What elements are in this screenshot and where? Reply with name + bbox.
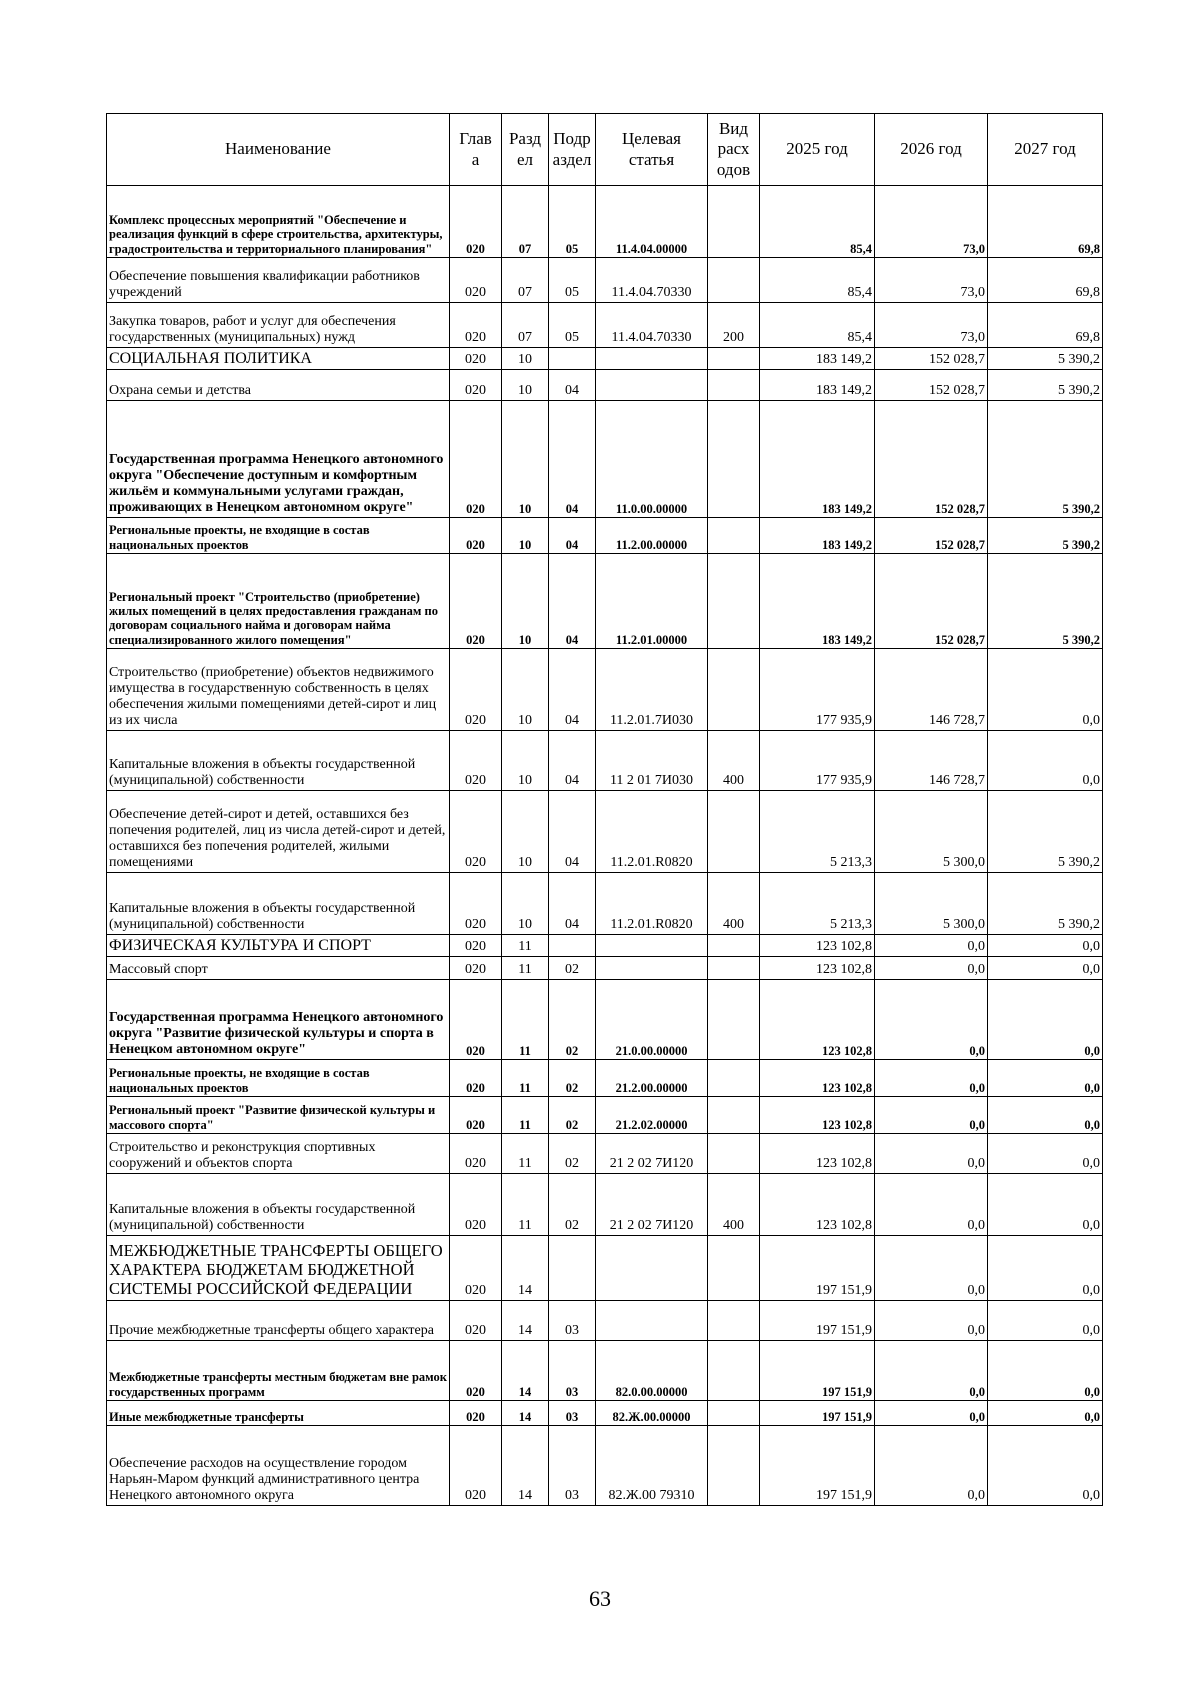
- cell-statya: 11.4.04.00000: [596, 186, 708, 258]
- header-vid: Вид расх одов: [708, 114, 760, 186]
- cell-2025: 123 102,8: [760, 935, 875, 957]
- cell-vid: [708, 957, 760, 980]
- header-podrazdel: Подр аздел: [549, 114, 596, 186]
- cell-statya: 11 2 01 7И030: [596, 731, 708, 791]
- cell-2025: 197 151,9: [760, 1401, 875, 1426]
- cell-razdel: 14: [502, 1426, 549, 1506]
- cell-2025: 183 149,2: [760, 370, 875, 401]
- cell-vid: [708, 370, 760, 401]
- cell-name: Государственная программа Ненецкого автономного округа "Развитие физической культуры и спорта в Ненецком автономном округе": [107, 980, 450, 1060]
- cell-vid: [708, 554, 760, 649]
- cell-glava: 020: [450, 649, 502, 731]
- cell-2025: 85,4: [760, 186, 875, 258]
- cell-2026: 0,0: [875, 1236, 988, 1301]
- header-2025: 2025 год: [760, 114, 875, 186]
- cell-2027: 0,0: [988, 935, 1103, 957]
- cell-2026: 0,0: [875, 1097, 988, 1134]
- cell-glava: 020: [450, 186, 502, 258]
- cell-name: Капитальные вложения в объекты государственной (муниципальной) собственности: [107, 873, 450, 935]
- cell-vid: 200: [708, 303, 760, 348]
- cell-vid: [708, 518, 760, 554]
- cell-glava: 020: [450, 370, 502, 401]
- cell-statya: [596, 370, 708, 401]
- cell-podrazdel: 02: [549, 957, 596, 980]
- cell-name: Государственная программа Ненецкого автономного округа "Обеспечение доступным и комфортным жильём и коммунальными услугами граждан, проживающих в Ненецком автономном округе": [107, 401, 450, 518]
- cell-statya: 11.4.04.70330: [596, 303, 708, 348]
- cell-2027: 5 390,2: [988, 348, 1103, 370]
- cell-2025: 123 102,8: [760, 957, 875, 980]
- cell-2027: 69,8: [988, 258, 1103, 303]
- cell-2027: 0,0: [988, 980, 1103, 1060]
- cell-statya: [596, 935, 708, 957]
- table-row: [107, 731, 1103, 791]
- cell-statya: 82.Ж.00 79310: [596, 1426, 708, 1506]
- cell-name: Региональный проект "Развитие физической культуры и массового спорта": [107, 1097, 450, 1134]
- cell-2025: 183 149,2: [760, 348, 875, 370]
- cell-glava: 020: [450, 731, 502, 791]
- cell-statya: 21.2.02.00000: [596, 1097, 708, 1134]
- cell-2027: 5 390,2: [988, 401, 1103, 518]
- table-row: [107, 370, 1103, 401]
- table-row: [107, 957, 1103, 980]
- cell-statya: [596, 957, 708, 980]
- cell-statya: 82.0.00.00000: [596, 1341, 708, 1401]
- cell-razdel: 10: [502, 518, 549, 554]
- cell-podrazdel: 03: [549, 1401, 596, 1426]
- cell-2027: 5 390,2: [988, 873, 1103, 935]
- cell-vid: [708, 1401, 760, 1426]
- cell-statya: 21.0.00.00000: [596, 980, 708, 1060]
- cell-statya: 21 2 02 7И120: [596, 1134, 708, 1174]
- cell-razdel: 14: [502, 1401, 549, 1426]
- cell-podrazdel: 02: [549, 1174, 596, 1236]
- cell-2025: 183 149,2: [760, 554, 875, 649]
- cell-podrazdel: 05: [549, 258, 596, 303]
- cell-2026: 146 728,7: [875, 649, 988, 731]
- cell-statya: 11.4.04.70330: [596, 258, 708, 303]
- cell-2026: 152 028,7: [875, 554, 988, 649]
- cell-podrazdel: 03: [549, 1341, 596, 1401]
- header-glava: Глав а: [450, 114, 502, 186]
- cell-name: Обеспечение детей-сирот и детей, оставшихся без попечения родителей, лиц из числа детей-сирот и детей, оставшихся без попечения родителей, жилыми помещениями: [107, 791, 450, 873]
- table-row: [107, 1134, 1103, 1174]
- table-row: [107, 258, 1103, 303]
- cell-2026: 0,0: [875, 1301, 988, 1341]
- table-row: [107, 1341, 1103, 1401]
- cell-2027: 0,0: [988, 1236, 1103, 1301]
- cell-podrazdel: 04: [549, 731, 596, 791]
- cell-podrazdel: 05: [549, 186, 596, 258]
- cell-2026: 5 300,0: [875, 791, 988, 873]
- cell-glava: 020: [450, 554, 502, 649]
- cell-2025: 5 213,3: [760, 791, 875, 873]
- header-2027: 2027 год: [988, 114, 1103, 186]
- cell-glava: 020: [450, 1060, 502, 1097]
- cell-statya: [596, 1301, 708, 1341]
- cell-razdel: 11: [502, 957, 549, 980]
- cell-2026: 73,0: [875, 186, 988, 258]
- cell-razdel: 14: [502, 1236, 549, 1301]
- table-row: [107, 1301, 1103, 1341]
- cell-name: Межбюджетные трансферты местным бюджетам вне рамок государственных программ: [107, 1341, 450, 1401]
- cell-2025: 85,4: [760, 303, 875, 348]
- header-statya: Целевая статья: [596, 114, 708, 186]
- cell-2027: 0,0: [988, 1301, 1103, 1341]
- table-row: [107, 401, 1103, 518]
- table-row: [107, 1401, 1103, 1426]
- header-razdel: Разд ел: [502, 114, 549, 186]
- cell-2025: 183 149,2: [760, 401, 875, 518]
- cell-2027: 5 390,2: [988, 554, 1103, 649]
- cell-razdel: 10: [502, 791, 549, 873]
- cell-glava: 020: [450, 258, 502, 303]
- cell-2025: 197 151,9: [760, 1236, 875, 1301]
- cell-statya: 11.2.01.R0820: [596, 873, 708, 935]
- cell-podrazdel: 03: [549, 1426, 596, 1506]
- cell-name: Охрана семьи и детства: [107, 370, 450, 401]
- cell-razdel: 10: [502, 370, 549, 401]
- cell-2027: 69,8: [988, 303, 1103, 348]
- cell-razdel: 10: [502, 401, 549, 518]
- cell-2026: 73,0: [875, 303, 988, 348]
- cell-2025: 123 102,8: [760, 1060, 875, 1097]
- cell-podrazdel: 05: [549, 303, 596, 348]
- cell-glava: 020: [450, 1426, 502, 1506]
- cell-2027: 69,8: [988, 186, 1103, 258]
- cell-razdel: 07: [502, 186, 549, 258]
- cell-name: Капитальные вложения в объекты государственной (муниципальной) собственности: [107, 731, 450, 791]
- cell-glava: 020: [450, 1301, 502, 1341]
- cell-glava: 020: [450, 518, 502, 554]
- cell-vid: [708, 1134, 760, 1174]
- cell-vid: [708, 258, 760, 303]
- cell-statya: 11.2.00.00000: [596, 518, 708, 554]
- cell-vid: [708, 935, 760, 957]
- cell-2026: 152 028,7: [875, 370, 988, 401]
- cell-podrazdel: 04: [549, 554, 596, 649]
- cell-2025: 5 213,3: [760, 873, 875, 935]
- cell-vid: 400: [708, 731, 760, 791]
- header-2026: 2026 год: [875, 114, 988, 186]
- cell-2026: 0,0: [875, 957, 988, 980]
- cell-name: Обеспечение расходов на осуществление городом Нарьян-Маром функций административного центра Ненецкого автономного округа: [107, 1426, 450, 1506]
- cell-2026: 152 028,7: [875, 348, 988, 370]
- cell-2027: 5 390,2: [988, 518, 1103, 554]
- cell-podrazdel: 02: [549, 980, 596, 1060]
- cell-2026: 5 300,0: [875, 873, 988, 935]
- cell-podrazdel: 02: [549, 1097, 596, 1134]
- cell-glava: 020: [450, 1097, 502, 1134]
- cell-name: Комплекс процессных мероприятий "Обеспечение и реализация функций в сфере строительства, архитектуры, градостроительства и территориального планирования": [107, 186, 450, 258]
- cell-razdel: 11: [502, 1134, 549, 1174]
- cell-glava: 020: [450, 1236, 502, 1301]
- cell-name: Региональные проекты, не входящие в состав национальных проектов: [107, 1060, 450, 1097]
- cell-razdel: 07: [502, 258, 549, 303]
- cell-glava: 020: [450, 980, 502, 1060]
- cell-name: Капитальные вложения в объекты государственной (муниципальной) собственности: [107, 1174, 450, 1236]
- cell-2026: 152 028,7: [875, 401, 988, 518]
- page-number: 63: [589, 1586, 611, 1611]
- cell-name: Региональный проект "Строительство (приобретение) жилых помещений в целях предоставления гражданам по договорам социального найма и договорам найма специализированного жилого помещения": [107, 554, 450, 649]
- table-row: [107, 554, 1103, 649]
- cell-2027: 0,0: [988, 731, 1103, 791]
- cell-2025: 197 151,9: [760, 1341, 875, 1401]
- cell-razdel: 10: [502, 649, 549, 731]
- table-row: [107, 649, 1103, 731]
- cell-podrazdel: [549, 1236, 596, 1301]
- header-name: Наименование: [107, 114, 450, 186]
- cell-2026: 146 728,7: [875, 731, 988, 791]
- cell-2026: 0,0: [875, 1401, 988, 1426]
- cell-statya: [596, 348, 708, 370]
- cell-vid: 400: [708, 1174, 760, 1236]
- cell-razdel: 11: [502, 1174, 549, 1236]
- cell-2027: 5 390,2: [988, 370, 1103, 401]
- cell-2027: 0,0: [988, 1174, 1103, 1236]
- cell-2027: 0,0: [988, 1341, 1103, 1401]
- cell-2026: 0,0: [875, 1426, 988, 1506]
- cell-2027: 0,0: [988, 1060, 1103, 1097]
- table-row: [107, 935, 1103, 957]
- cell-podrazdel: 02: [549, 1060, 596, 1097]
- cell-glava: 020: [450, 1174, 502, 1236]
- cell-2026: 0,0: [875, 980, 988, 1060]
- cell-razdel: 10: [502, 554, 549, 649]
- table-row: [107, 1426, 1103, 1506]
- cell-podrazdel: [549, 348, 596, 370]
- table-row: [107, 303, 1103, 348]
- cell-podrazdel: 04: [549, 370, 596, 401]
- cell-podrazdel: 04: [549, 401, 596, 518]
- cell-2026: 0,0: [875, 1174, 988, 1236]
- cell-2025: 177 935,9: [760, 649, 875, 731]
- cell-2026: 0,0: [875, 1341, 988, 1401]
- cell-razdel: 11: [502, 1097, 549, 1134]
- cell-glava: 020: [450, 1341, 502, 1401]
- cell-podrazdel: 02: [549, 1134, 596, 1174]
- cell-razdel: 10: [502, 348, 549, 370]
- cell-podrazdel: 03: [549, 1301, 596, 1341]
- cell-2027: 0,0: [988, 957, 1103, 980]
- table-row: [107, 1097, 1103, 1134]
- table-row: [107, 518, 1103, 554]
- table-row: [107, 186, 1103, 258]
- cell-vid: [708, 1097, 760, 1134]
- cell-vid: [708, 791, 760, 873]
- cell-2026: 0,0: [875, 1134, 988, 1174]
- cell-name: Массовый спорт: [107, 957, 450, 980]
- cell-name: ФИЗИЧЕСКАЯ КУЛЬТУРА И СПОРТ: [107, 935, 450, 957]
- cell-vid: 400: [708, 873, 760, 935]
- cell-vid: [708, 401, 760, 518]
- cell-statya: 21 2 02 7И120: [596, 1174, 708, 1236]
- cell-name: Строительство (приобретение) объектов недвижимого имущества в государственную собственность в целях обеспечения жилыми помещениями детей-сирот и лиц из их числа: [107, 649, 450, 731]
- cell-2027: 0,0: [988, 1097, 1103, 1134]
- cell-razdel: 10: [502, 873, 549, 935]
- cell-2027: 0,0: [988, 1401, 1103, 1426]
- cell-glava: 020: [450, 303, 502, 348]
- cell-2026: 0,0: [875, 935, 988, 957]
- cell-glava: 020: [450, 957, 502, 980]
- cell-vid: [708, 1301, 760, 1341]
- table-row: [107, 1174, 1103, 1236]
- cell-glava: 020: [450, 935, 502, 957]
- cell-podrazdel: 04: [549, 791, 596, 873]
- cell-glava: 020: [450, 791, 502, 873]
- table-row: [107, 1236, 1103, 1301]
- budget-table: [106, 113, 1103, 1506]
- cell-vid: [708, 1341, 760, 1401]
- cell-name: Обеспечение повышения квалификации работников учреждений: [107, 258, 450, 303]
- cell-vid: [708, 649, 760, 731]
- cell-2025: 177 935,9: [760, 731, 875, 791]
- cell-2025: 85,4: [760, 258, 875, 303]
- cell-podrazdel: 04: [549, 649, 596, 731]
- cell-razdel: 11: [502, 935, 549, 957]
- cell-razdel: 14: [502, 1341, 549, 1401]
- cell-2025: 183 149,2: [760, 518, 875, 554]
- cell-glava: 020: [450, 401, 502, 518]
- cell-vid: [708, 980, 760, 1060]
- table-row: [107, 348, 1103, 370]
- cell-vid: [708, 348, 760, 370]
- cell-razdel: 14: [502, 1301, 549, 1341]
- cell-podrazdel: 04: [549, 518, 596, 554]
- cell-podrazdel: [549, 935, 596, 957]
- cell-podrazdel: 04: [549, 873, 596, 935]
- cell-vid: [708, 1426, 760, 1506]
- cell-2025: 197 151,9: [760, 1426, 875, 1506]
- cell-2027: 5 390,2: [988, 791, 1103, 873]
- table-row: [107, 873, 1103, 935]
- cell-glava: 020: [450, 873, 502, 935]
- cell-statya: 11.2.01.R0820: [596, 791, 708, 873]
- cell-name: Закупка товаров, работ и услуг для обеспечения государственных (муниципальных) нужд: [107, 303, 450, 348]
- cell-razdel: 11: [502, 1060, 549, 1097]
- table-header-row: [107, 114, 1103, 186]
- table-row: [107, 1060, 1103, 1097]
- cell-2026: 0,0: [875, 1060, 988, 1097]
- cell-razdel: 10: [502, 731, 549, 791]
- cell-statya: 21.2.00.00000: [596, 1060, 708, 1097]
- cell-statya: 82.Ж.00.00000: [596, 1401, 708, 1426]
- cell-vid: [708, 1060, 760, 1097]
- cell-2025: 123 102,8: [760, 1134, 875, 1174]
- cell-2026: 73,0: [875, 258, 988, 303]
- table-row: [107, 791, 1103, 873]
- cell-glava: 020: [450, 1401, 502, 1426]
- cell-vid: [708, 1236, 760, 1301]
- cell-2027: 0,0: [988, 1426, 1103, 1506]
- cell-statya: [596, 1236, 708, 1301]
- cell-statya: 11.2.01.00000: [596, 554, 708, 649]
- cell-glava: 020: [450, 348, 502, 370]
- cell-statya: 11.2.01.7И030: [596, 649, 708, 731]
- cell-name: Строительство и реконструкция спортивных сооружений и объектов спорта: [107, 1134, 450, 1174]
- cell-glava: 020: [450, 1134, 502, 1174]
- cell-razdel: 11: [502, 980, 549, 1060]
- cell-2027: 0,0: [988, 649, 1103, 731]
- cell-2025: 123 102,8: [760, 1097, 875, 1134]
- cell-name: МЕЖБЮДЖЕТНЫЕ ТРАНСФЕРТЫ ОБЩЕГО ХАРАКТЕРА БЮДЖЕТАМ БЮДЖЕТНОЙ СИСТЕМЫ РОССИЙСКОЙ ФЕДЕРАЦИИ: [107, 1236, 450, 1301]
- cell-name: Региональные проекты, не входящие в состав национальных проектов: [107, 518, 450, 554]
- cell-2025: 123 102,8: [760, 1174, 875, 1236]
- cell-statya: 11.0.00.00000: [596, 401, 708, 518]
- cell-name: Прочие межбюджетные трансферты общего характера: [107, 1301, 450, 1341]
- cell-2027: 0,0: [988, 1134, 1103, 1174]
- cell-2025: 197 151,9: [760, 1301, 875, 1341]
- cell-name: СОЦИАЛЬНАЯ ПОЛИТИКА: [107, 348, 450, 370]
- table-row: [107, 980, 1103, 1060]
- cell-2025: 123 102,8: [760, 980, 875, 1060]
- cell-razdel: 07: [502, 303, 549, 348]
- cell-vid: [708, 186, 760, 258]
- cell-2026: 152 028,7: [875, 518, 988, 554]
- cell-name: Иные межбюджетные трансферты: [107, 1401, 450, 1426]
